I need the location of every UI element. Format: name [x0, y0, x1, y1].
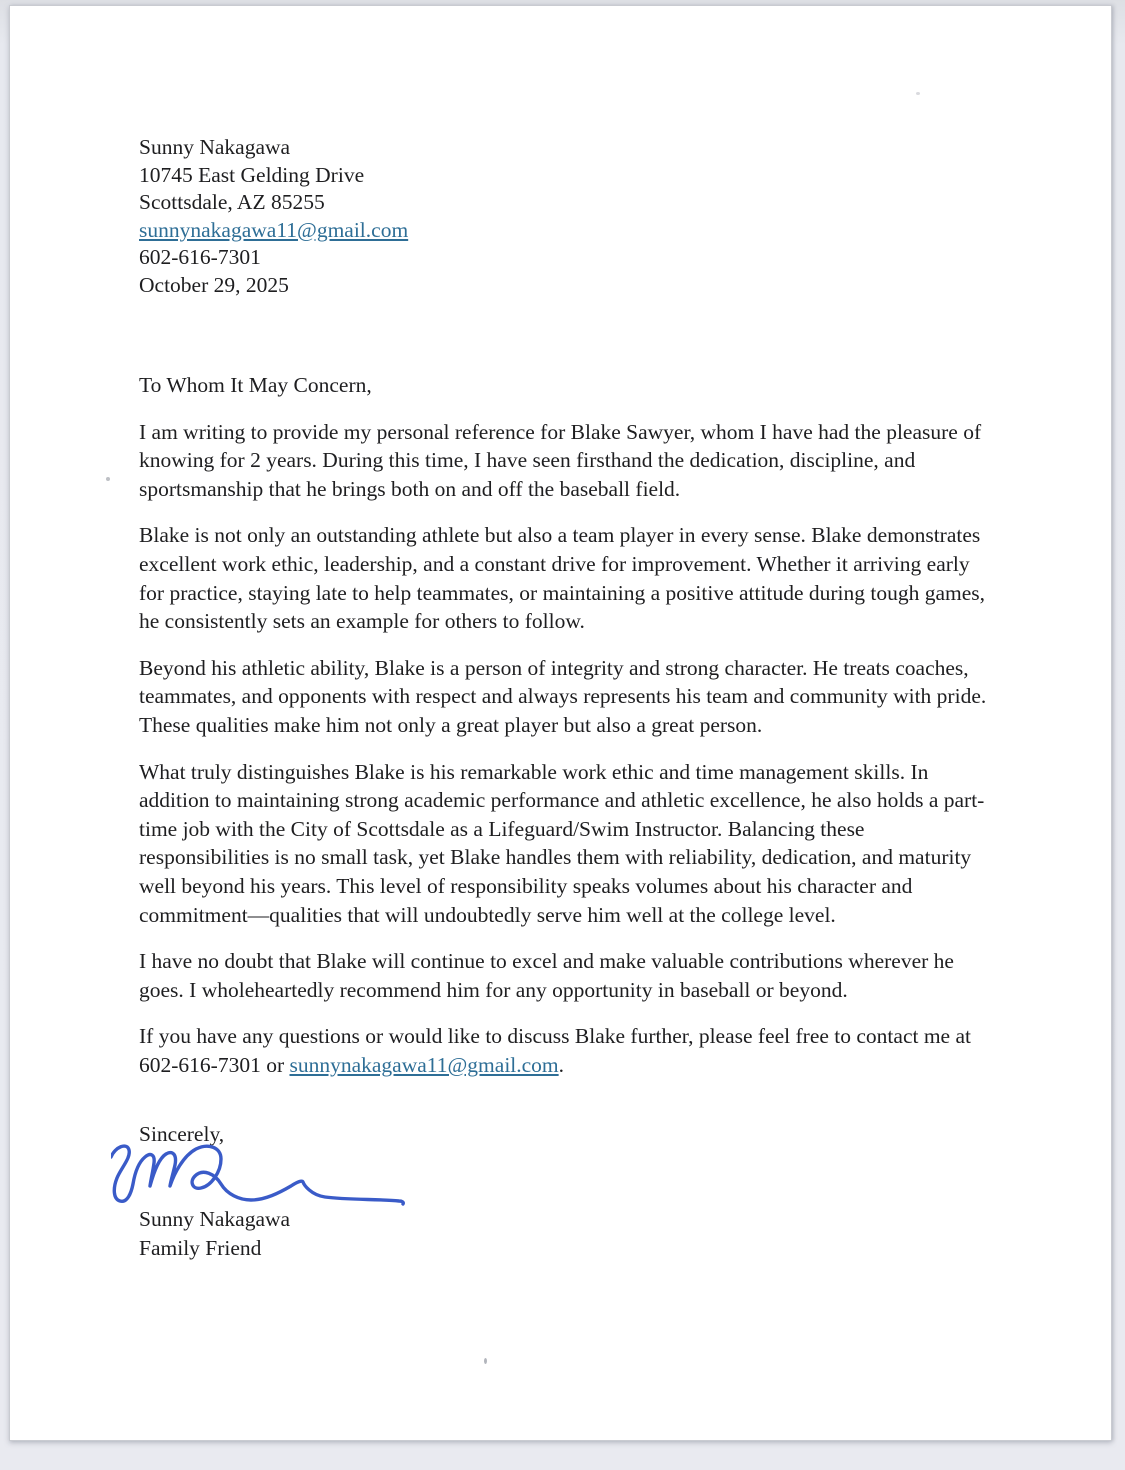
contact-email-link[interactable]: sunnynakagawa11@gmail.com: [289, 1052, 559, 1077]
paragraph-recommendation: I have no doubt that Blake will continue to excel and make valuable contributions wherever he goes. I wholeheartedly recommend him for any opportunity in baseball or beyond.: [139, 949, 954, 1002]
signature: [111, 1144, 421, 1212]
scan-speck: [106, 477, 110, 481]
sender-address-line1: 10745 East Gelding Drive: [139, 162, 365, 187]
contact-text-after: .: [558, 1052, 565, 1077]
letter-page: [9, 5, 1112, 1441]
contact-text-before: If you have any questions or would like to discuss Blake further, please feel free to contact me at 602-616-7301 or: [139, 1024, 971, 1077]
salutation: To Whom It May Concern,: [139, 373, 372, 397]
sender-name: Sunny Nakagawa: [139, 135, 291, 159]
paragraph-character: Beyond his athletic ability, Blake is a person of integrity and strong character. He treats coaches, teammates, and opponents with respect and always represents his team and community with pride. These qualities make him not only a great player but also a great person.: [139, 655, 987, 737]
valediction: Sincerely,: [139, 1122, 225, 1147]
closing-block: [139, 1120, 995, 1262]
signature-name: Sunny Nakagawa: [139, 1207, 291, 1232]
sender-address-line2: Scottsdale, AZ 85255: [139, 190, 325, 214]
paragraph-team-player: Blake is not only an outstanding athlete but also a team player in every sense. Blake demonstrates excellent work ethic, leadership, and a constant drive for improvement. Whether it arriving early for practice, staying late to help teammates, or maintaining a positive attitude during tough games, he consistently sets an example for others to follow.: [139, 523, 986, 634]
sender-block: [139, 134, 995, 299]
paragraph-work-ethic: What truly distinguishes Blake is his remarkable work ethic and time management skills. In addition to maintaining strong academic performance and athletic excellence, he also holds a part-time job with the City of Scottsdale as a Lifeguard/Swim Instructor. Balancing these responsibilities is no small task, yet Blake handles them with reliability, dedication, and maturity well beyond his years. This level of responsibility speaks volumes about his character and commitment—qualities that will undoubtedly serve him well at the college level.: [139, 759, 985, 927]
letter-body: [139, 134, 995, 1262]
scan-speck: [916, 92, 920, 95]
scan-speck: [484, 1358, 487, 1364]
paragraph-contact: [139, 1022, 995, 1079]
letter-date: October 29, 2025: [139, 272, 289, 297]
sender-phone: 602-616-7301: [139, 245, 261, 269]
paragraph-intro: I am writing to provide my personal reference for Blake Sawyer, whom I have had the pleasure of knowing for 2 years. During this time, I have seen firsthand the dedication, discipline, and sportsmanship that he brings both on and off the baseball field.: [139, 419, 982, 501]
sender-email-link[interactable]: sunnynakagawa11@gmail.com: [139, 217, 409, 242]
signature-title: Family Friend: [139, 1235, 262, 1260]
